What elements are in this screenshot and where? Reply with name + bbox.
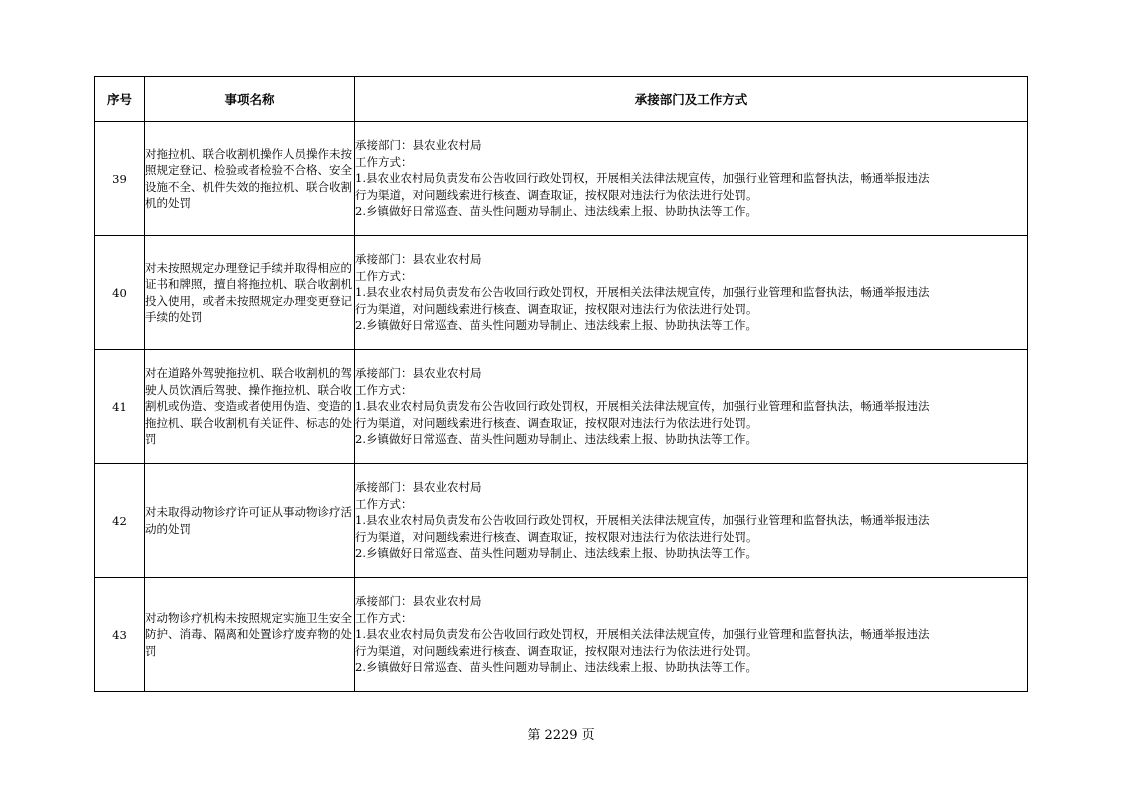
method-label: 工作方式： (355, 268, 413, 283)
method-item-1b: 行为渠道，对问题线索进行核查、调查取证，按权限对违法行为依法进行处罚。 (355, 529, 758, 544)
table-row (95, 236, 1028, 350)
method-item-1a: 1.县农业农村局负责发布公告收回行政处罚权，开展相关法律法规宣传，加强行业管理和监督执法，畅通举报违法 (355, 627, 930, 642)
method-item-1a: 1.县农业农村局负责发布公告收回行政处罚权，开展相关法律法规宣传，加强行业管理和监督执法，畅通举报违法 (355, 513, 930, 528)
method-item-1b: 行为渠道，对问题线索进行核查、调查取证，按权限对违法行为依法进行处罚。 (355, 643, 758, 658)
dept-method-cell (355, 122, 1028, 236)
header-dept: 承接部门及工作方式 (355, 77, 1028, 122)
method-label: 工作方式： (355, 154, 413, 169)
method-item-1a: 1.县农业农村局负责发布公告收回行政处罚权，开展相关法律法规宣传，加强行业管理和监督执法，畅通举报违法 (355, 171, 930, 186)
method-label: 工作方式： (355, 496, 413, 511)
matter-name: 对动物诊疗机构未按照规定实施卫生安全防护、消毒、隔离和处置诊疗废弃物的处罚 (145, 578, 355, 692)
page-number: 第 2229 页 (527, 728, 595, 743)
method-item-1b: 行为渠道，对问题线索进行核查、调查取证，按权限对违法行为依法进行处罚。 (355, 301, 758, 316)
table-row (95, 464, 1028, 578)
method-item-1a: 1.县农业农村局负责发布公告收回行政处罚权，开展相关法律法规宣传，加强行业管理和监督执法，畅通举报违法 (355, 285, 930, 300)
method-item-1a: 1.县农业农村局负责发布公告收回行政处罚权，开展相关法律法规宣传，加强行业管理和监督执法，畅通举报违法 (355, 399, 930, 414)
header-name: 事项名称 (145, 77, 355, 122)
dept-method-cell (355, 350, 1028, 464)
dept-line: 承接部门：县农业农村局 (355, 480, 482, 495)
header-row (95, 77, 1028, 122)
method-item-1b: 行为渠道，对问题线索进行核查、调查取证，按权限对违法行为依法进行处罚。 (355, 187, 758, 202)
matter-name: 对未取得动物诊疗许可证从事动物诊疗活动的处罚 (145, 464, 355, 578)
method-item-2: 2.乡镇做好日常巡查、苗头性问题劝导制止、违法线索上报、协助执法等工作。 (355, 204, 757, 219)
dept-method-cell (355, 236, 1028, 350)
table-row (95, 350, 1028, 464)
method-label: 工作方式： (355, 382, 413, 397)
method-item-2: 2.乡镇做好日常巡查、苗头性问题劝导制止、违法线索上报、协助执法等工作。 (355, 546, 757, 561)
method-label: 工作方式： (355, 610, 413, 625)
matter-name: 对未按照规定办理登记手续并取得相应的证书和牌照，擅自将拖拉机、联合收割机投入使用，或者未按照规定办理变更登记手续的处罚 (145, 236, 355, 350)
matter-name: 对在道路外驾驶拖拉机、联合收割机的驾驶人员饮酒后驾驶、操作拖拉机、联合收割机或伪造、变造或者使用伪造、变造的拖拉机、联合收割机有关证件、标志的处罚 (145, 350, 355, 464)
row-number: 39 (95, 122, 145, 236)
row-number: 43 (95, 578, 145, 692)
dept-method-cell (355, 578, 1028, 692)
matter-name: 对拖拉机、联合收割机操作人员操作未按照规定登记、检验或者检验不合格、安全设施不全、机件失效的拖拉机、联合收割机的处罚 (145, 122, 355, 236)
row-number: 41 (95, 350, 145, 464)
method-item-1b: 行为渠道，对问题线索进行核查、调查取证，按权限对违法行为依法进行处罚。 (355, 415, 758, 430)
matters-table (94, 76, 1028, 692)
method-item-2: 2.乡镇做好日常巡查、苗头性问题劝导制止、违法线索上报、协助执法等工作。 (355, 660, 757, 675)
method-item-2: 2.乡镇做好日常巡查、苗头性问题劝导制止、违法线索上报、协助执法等工作。 (355, 318, 757, 333)
dept-method-cell (355, 464, 1028, 578)
header-no: 序号 (95, 77, 145, 122)
dept-line: 承接部门：县农业农村局 (355, 594, 482, 609)
dept-line: 承接部门：县农业农村局 (355, 252, 482, 267)
table-row (95, 122, 1028, 236)
row-number: 42 (95, 464, 145, 578)
dept-line: 承接部门：县农业农村局 (355, 138, 482, 153)
row-number: 40 (95, 236, 145, 350)
table-row (95, 578, 1028, 692)
dept-line: 承接部门：县农业农村局 (355, 366, 482, 381)
method-item-2: 2.乡镇做好日常巡查、苗头性问题劝导制止、违法线索上报、协助执法等工作。 (355, 432, 757, 447)
